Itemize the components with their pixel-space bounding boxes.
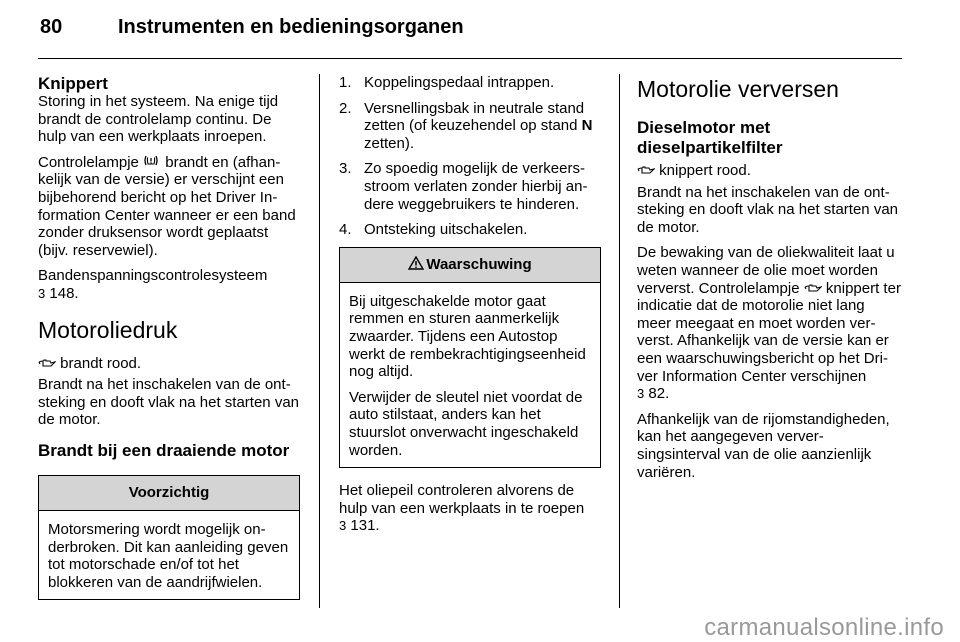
paragraph: Controlelampje brandt en (afhankelijk van de versie) er verschijnt een bijbehorend bericht op het Driver Information Center wanneer er een band zonder druksensor wordt geplaatst (bijv. reservewiel). (38, 153, 296, 259)
warning-text: Verwijder de sleutel niet voordat de auto stilstaat, anders kan het stuurslot onverwacht ingeschakeld worden. (349, 388, 583, 459)
caution-box (38, 475, 300, 600)
section-heading-motoroliedruk: Motoroliedruk (38, 316, 178, 343)
list-item: 3. Zo spoedig mogelijk de verkeersstroom verlaten zonder hierbij andere weggebruikers te hinderen. (339, 160, 588, 213)
column-middle (339, 74, 601, 543)
paragraph: knippert rood. (637, 162, 902, 180)
warning-text: Bij uitgeschakelde motor gaat remmen en sturen aanmerkelijk zwaarder. Tijdens een Autostop werkt de rembekrachtigingseenheid nog altijd. (349, 292, 586, 381)
page-reference[interactable]: 131. (350, 517, 380, 535)
column-left (38, 74, 300, 610)
section-heading-motorolie-verversen: Motorolie verversen (637, 76, 839, 102)
caution-title: Voorzichtig (39, 476, 299, 511)
page-reference[interactable]: 82. (648, 385, 670, 403)
page-number: 80 (40, 16, 63, 38)
oil-can-icon (637, 162, 655, 174)
page-reference-arrow-icon: 3 (38, 285, 46, 301)
page-reference[interactable]: 148. (49, 284, 79, 302)
paragraph: Afhankelijk van de rijomstandigheden, kan het aangegeven verversingsinterval van de olie aanzienlijk variëren. (637, 410, 890, 481)
page-reference-arrow-icon: 3 (637, 386, 645, 402)
section-heading-draaiende-motor: Brandt bij een draaiende motor (38, 440, 290, 460)
page-title: Instrumenten en bedieningsorganen (118, 16, 464, 38)
page-reference-arrow-icon: 3 (339, 518, 347, 534)
page-header (0, 0, 960, 56)
watermark: carmanualsonline.info (704, 614, 944, 641)
section-heading-knippert: Knippert (38, 74, 108, 93)
column-right (637, 74, 902, 489)
caution-text: Motorsmering wordt mogelijk onderbroken. Dit kan aanleiding geven tot motorschade en/of tot het blokkeren van de aandrijfwielen. (48, 520, 289, 591)
paragraph: Brandt na het inschakelen van de ontsteking en dooft vlak na het starten van de motor. (38, 376, 299, 429)
oil-can-icon (38, 355, 56, 367)
warning-triangle-icon (408, 249, 424, 263)
paragraph: Storing in het systeem. Na enige tijd brandt de controlelamp continu. De hulp van een werkplaats inroepen. (38, 93, 279, 146)
header-rule (38, 58, 902, 59)
tire-pressure-warning-icon (143, 154, 161, 166)
column-divider (619, 74, 620, 608)
list-item: 1. Koppelingspedaal intrappen. (339, 74, 555, 91)
paragraph: Het oliepeil controleren alvorens de hulp van een werkplaats in te roepen 3 131. (339, 482, 585, 535)
paragraph: De bewaking van de oliekwaliteit laat u weten wanneer de olie moet worden ververst. Controlelampje knippert ter indicatie dat de motorolie niet lang meer meegaat en moet worden ververst. Afhankelijk van de versie kan er een waarschuwingsbericht op het Driver Information Center verschijnen 3 82. (637, 244, 901, 403)
warning-title-row (340, 248, 600, 283)
list-item: 2. Versnellingsbak in neutrale stand zetten (of keuzehendel op stand N zetten). (339, 99, 593, 152)
list-item: 4. Ontsteking uitschakelen. (339, 221, 528, 239)
paragraph: Brandt na het inschakelen van de ontsteking en dooft vlak na het starten van de motor. (637, 183, 898, 236)
paragraph: brandt rood. (38, 355, 300, 373)
warning-box (339, 247, 601, 468)
paragraph: Bandenspanningscontrolesysteem 3 148. (38, 267, 268, 302)
step-list (339, 74, 601, 239)
column-divider (319, 74, 320, 608)
subheading-dieselmotor: Dieselmotor met dieselpartikelfilter (637, 118, 783, 157)
oil-can-icon (804, 280, 822, 292)
warning-title: Waarschuwing (426, 255, 532, 273)
